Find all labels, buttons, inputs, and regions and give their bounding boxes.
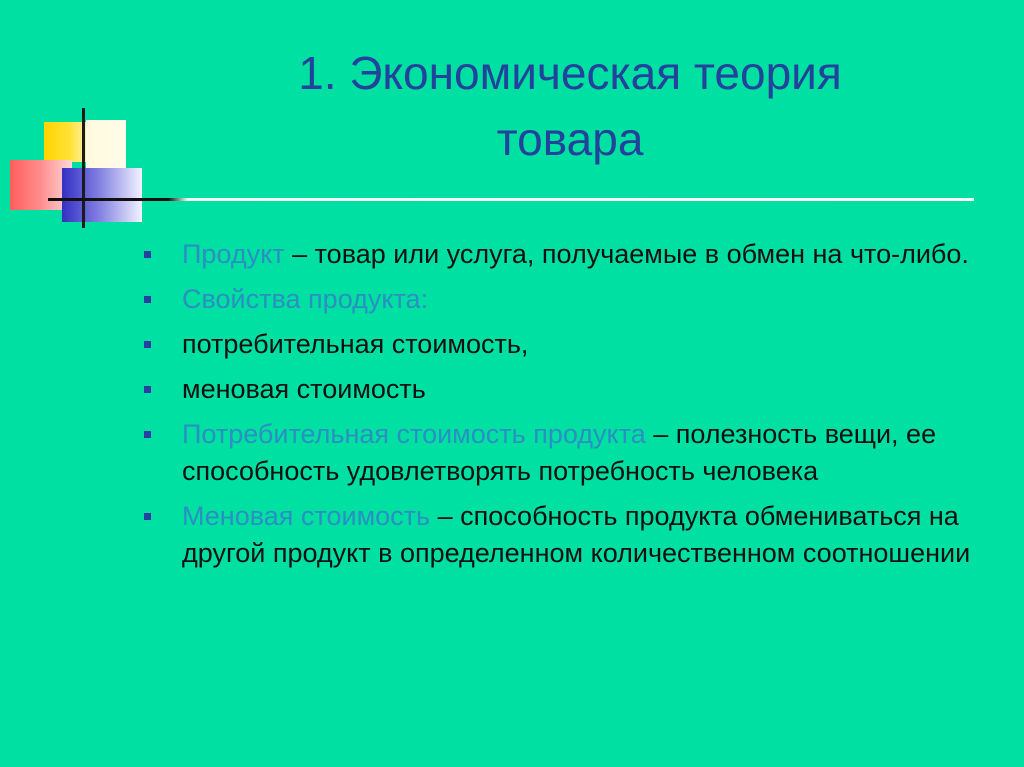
bullet-text: – полезность вещи, ее способность удовлетворять потребность человека [182, 419, 937, 486]
cream-square [86, 120, 126, 168]
bullet-term: Продукт [182, 239, 285, 269]
bullet-item [140, 326, 1000, 363]
decorative-blocks [0, 0, 160, 240]
bullet-term: Меновая стоимость [182, 501, 431, 531]
yellow-square [44, 122, 86, 162]
bullet-item [140, 281, 1000, 318]
square-bullet-icon [144, 296, 151, 303]
square-bullet-icon [144, 386, 151, 393]
square-bullet-icon [144, 341, 151, 348]
square-bullet-icon [144, 251, 151, 258]
bullet-text: потребительная стоимость, [182, 329, 529, 359]
bullet-term: Потребительная стоимость продукта [182, 419, 646, 449]
bullet-list [140, 236, 1000, 580]
title-line-1: 1. Экономическая теория [298, 47, 842, 99]
bullet-text: меновая стоимость [182, 374, 426, 404]
title-line-2: товара [496, 113, 644, 165]
bullet-term: Свойства продукта: [182, 284, 429, 314]
vertical-rule [82, 108, 85, 228]
bullet-item [140, 416, 1000, 490]
slide-title [190, 40, 950, 172]
blue-square [62, 168, 142, 222]
bullet-text: – товар или услуга, получаемые в обмен на что-либо. [284, 239, 969, 269]
square-bullet-icon [144, 431, 151, 438]
square-bullet-icon [144, 513, 151, 520]
bullet-item [140, 371, 1000, 408]
title-underline [48, 198, 974, 201]
bullet-item [140, 498, 1000, 572]
bullet-item [140, 236, 1000, 273]
bullet-text: – способность продукта обмениваться на другой продукт в определенном количественном соотношении [182, 501, 971, 568]
